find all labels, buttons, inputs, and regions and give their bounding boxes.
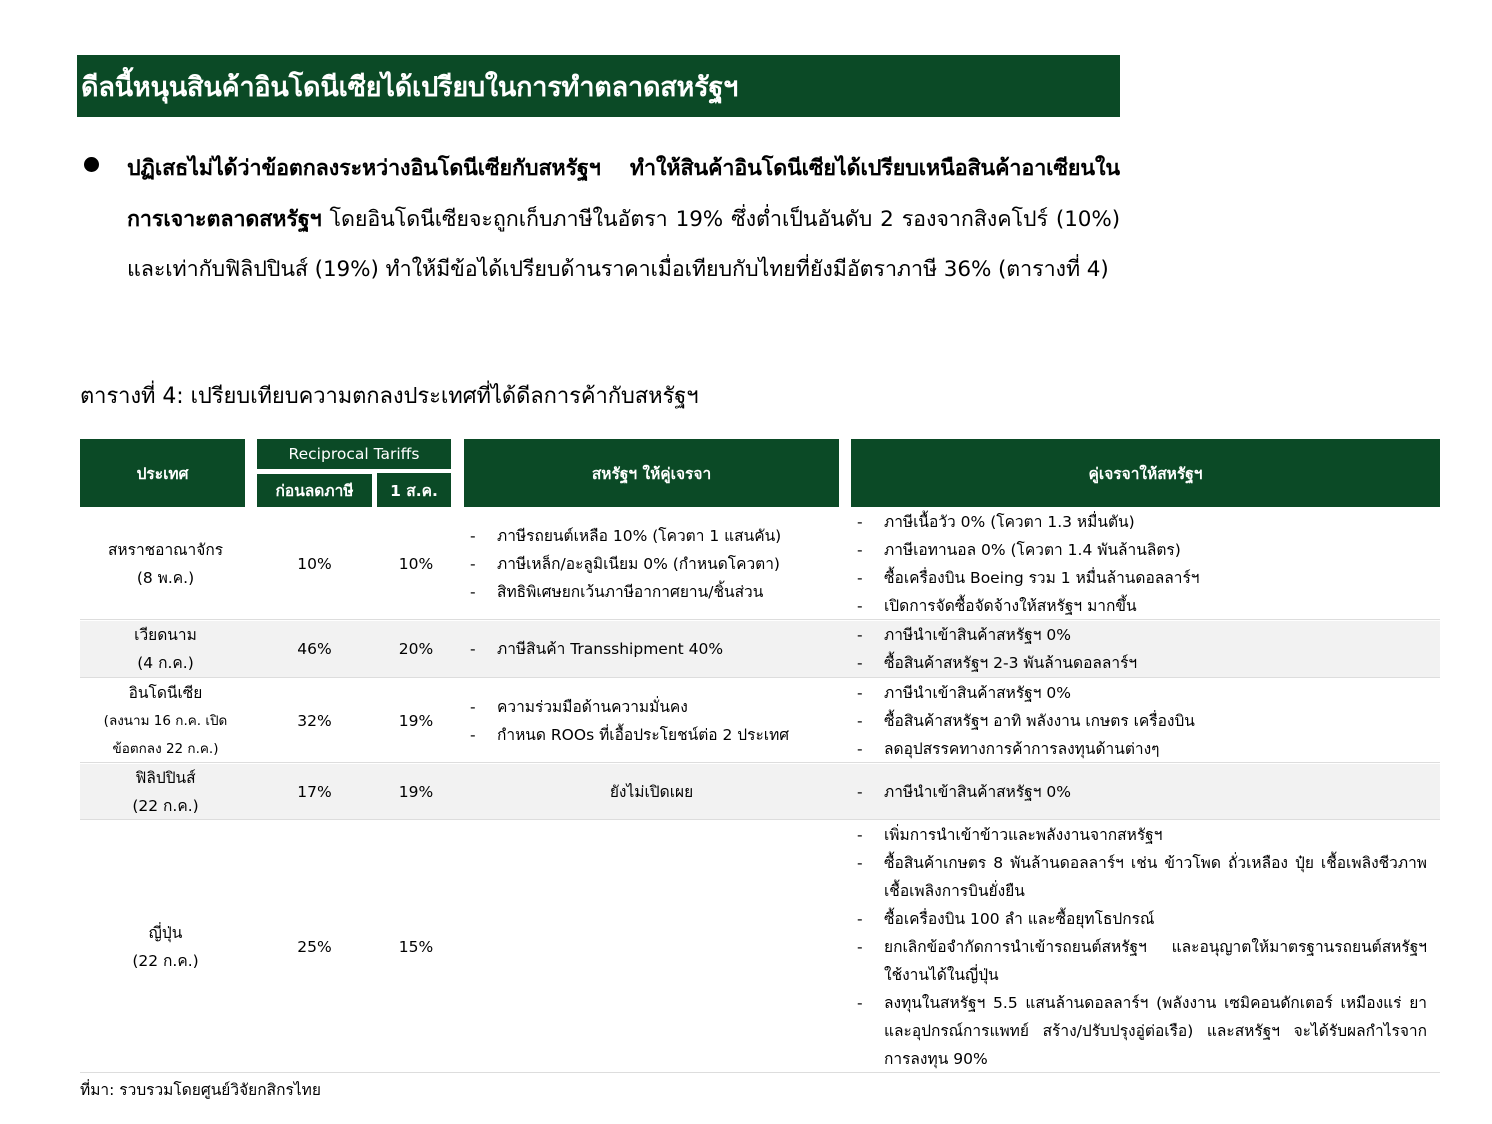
list-item: - ซื้อสินค้าสหรัฐฯ อาทิ พลังงาน เกษตร เครื่องบิน (851, 707, 1427, 735)
list-item: - ลดอุปสรรคทางการค้าการลงทุนด้านต่างๆ (851, 735, 1427, 763)
country-cell (80, 821, 251, 1072)
list-item: - ภาษีนำเข้าสินค้าสหรัฐฯ 0% (851, 621, 1427, 649)
tariff-aug1: 19% (398, 782, 434, 801)
partner-gives-cell (851, 764, 1427, 819)
country-cell (80, 764, 251, 819)
country-date: (ลงนาม 16 ก.ค. เปิด (103, 712, 228, 729)
tariff-before: 25% (297, 937, 332, 956)
partner-gives-cell (851, 509, 1427, 619)
us-gives-cell (464, 509, 839, 619)
partner-gives-cell (851, 621, 1427, 677)
us-gives-cell (464, 764, 839, 819)
bullet-text (127, 144, 1120, 296)
list-item: - ซื้อสินค้าเกษตร 8 พันล้านดอลลาร์ฯ เช่น ข้าวโพด ถั่วเหลือง ปุ๋ย เชื้อเพลิงชีวภาพ เชื้อเพลิงการบินยั่งยืน (851, 849, 1427, 905)
bullet-bold-text: ปฏิเสธไม่ได้ว่าข้อตกลงระหว่างอินโดนีเซียกับสหรัฐฯ ทำให้สินค้าอินโดนีเซียได้เปรียบเหนือสินค้าอาเซียนในการเจาะตลาดสหรัฐฯ (127, 156, 1120, 232)
list-item: - สิทธิพิเศษยกเว้นภาษีอากาศยาน/ชิ้นส่วน (464, 578, 839, 606)
section-title: ดีลนี้หนุนสินค้าอินโดนีเซียได้เปรียบในการทำตลาดสหรัฐฯ (77, 55, 1120, 117)
header-reciprocal-tariffs: Reciprocal Tariffs (257, 439, 451, 469)
list-item: - เพิ่มการนำเข้าข้าวและพลังงานจากสหรัฐฯ (851, 821, 1427, 849)
country-name: เวียดนาม (134, 626, 197, 644)
tariff-before: 46% (297, 640, 332, 658)
tariff-before: 32% (297, 711, 332, 730)
country-date: ข้อตกลง 22 ก.ค.) (112, 740, 219, 757)
list-item: - กำหนด ROOs ที่เอื้อประโยชน์ต่อ 2 ประเทศ (464, 721, 839, 749)
list-item: - ภาษีเหล็ก/อะลูมิเนียม 0% (กำหนดโควตา) (464, 550, 839, 578)
country-cell (80, 621, 251, 677)
table-row (80, 821, 1440, 1073)
tariff-aug1: 19% (398, 711, 434, 730)
list-item: - ลงทุนในสหรัฐฯ 5.5 แสนล้านดอลลาร์ฯ (พลังงาน เซมิคอนดักเตอร์ เหมืองแร่ ยาและอุปกรณ์การแพทย์ สร้าง/ปรับปรุงอู่ต่อเรือ) และสหรัฐฯ จะได้รับผลกำไรจากการลงทุน 90% (851, 989, 1427, 1073)
header-aug1: 1 ส.ค. (377, 473, 451, 507)
tariff-before: 17% (297, 782, 332, 801)
header-partner-gives: คู่เจรจาให้สหรัฐฯ (851, 439, 1440, 507)
source-note: ที่มา: รวบรวมโดยศูนย์วิจัยกสิกรไทย (80, 1081, 321, 1099)
list-item: - ภาษีเอทานอล 0% (โควตา 1.4 พันล้านลิตร) (851, 536, 1427, 564)
bullet-dot-icon (84, 157, 99, 172)
list-item: - ความร่วมมือด้านความมั่นคง (464, 693, 839, 721)
us-gives-cell (464, 621, 839, 677)
country-name: ญี่ปุ่น (148, 923, 183, 942)
bullet-paragraph (84, 144, 1120, 296)
tariff-aug1: 10% (398, 555, 434, 573)
list-item: - ซื้อเครื่องบิน Boeing รวม 1 หมื่นล้านดอลลาร์ฯ (851, 564, 1427, 592)
us-gives-cell (464, 821, 839, 1072)
country-name: ฟิลิปปินส์ (135, 768, 196, 787)
country-name: อินโดนีเซีย (128, 683, 203, 702)
bullet-normal-text: โดยอินโดนีเซียจะถูกเก็บภาษีในอัตรา 19% ซึ่งต่ำเป็นอันดับ 2 รองจากสิงคโปร์ (10%) และเท่ากับฟิลิปปินส์ (19%) ทำให้มีข้อได้เปรียบด้านราคาเมื่อเทียบกับไทยที่ยังมีอัตราภาษี 36% (ตารางที่ 4) (127, 206, 1120, 282)
list-item: - ภาษีนำเข้าสินค้าสหรัฐฯ 0% (851, 778, 1427, 806)
list-item: - ซื้อเครื่องบิน 100 ลำ และซื้อยุทโธปกรณ์ (851, 905, 1427, 933)
header-country: ประเทศ (80, 439, 245, 507)
list-item: - ภาษีเนื้อวัว 0% (โควตา 1.3 หมื่นตัน) (851, 508, 1427, 536)
list-item: - ภาษีรถยนต์เหลือ 10% (โควตา 1 แสนคัน) (464, 522, 839, 550)
list-item: - ภาษีนำเข้าสินค้าสหรัฐฯ 0% (851, 679, 1427, 707)
table-row (80, 509, 1440, 620)
tariff-aug1: 20% (398, 640, 434, 658)
table-row (80, 679, 1440, 763)
list-item: - ยกเลิกข้อจำกัดการนำเข้ารถยนต์สหรัฐฯ และอนุญาตให้มาตรฐานรถยนต์สหรัฐฯ ใช้งานได้ในญี่ปุ่น (851, 933, 1427, 989)
us-gives-text: ยังไม่เปิดเผย (609, 783, 694, 801)
table-row (80, 764, 1440, 820)
header-us-gives: สหรัฐฯ ให้คู่เจรจา (464, 439, 839, 507)
list-item: - ภาษีสินค้า Transshipment 40% (464, 635, 839, 663)
country-cell (80, 509, 251, 619)
country-cell (80, 679, 251, 762)
list-item: - ซื้อสินค้าสหรัฐฯ 2-3 พันล้านดอลลาร์ฯ (851, 649, 1427, 677)
country-date: (22 ก.ค.) (132, 796, 199, 815)
partner-gives-cell (851, 679, 1427, 762)
country-name: สหราชอาณาจักร (107, 541, 224, 559)
table-caption: ตารางที่ 4: เปรียบเทียบความตกลงประเทศที่ได้ดีลการค้ากับสหรัฐฯ (80, 384, 699, 409)
tariff-before: 10% (297, 555, 332, 573)
table-row (80, 621, 1440, 678)
country-date: (22 ก.ค.) (132, 951, 199, 970)
partner-gives-cell (851, 821, 1427, 1072)
country-date: (4 ก.ค.) (137, 654, 194, 672)
tariff-aug1: 15% (398, 937, 434, 956)
header-before: ก่อนลดภาษี (257, 473, 372, 507)
us-gives-cell (464, 679, 839, 762)
list-item: - เปิดการจัดซื้อจัดจ้างให้สหรัฐฯ มากขึ้น (851, 592, 1427, 620)
country-date: (8 พ.ค.) (136, 569, 195, 587)
